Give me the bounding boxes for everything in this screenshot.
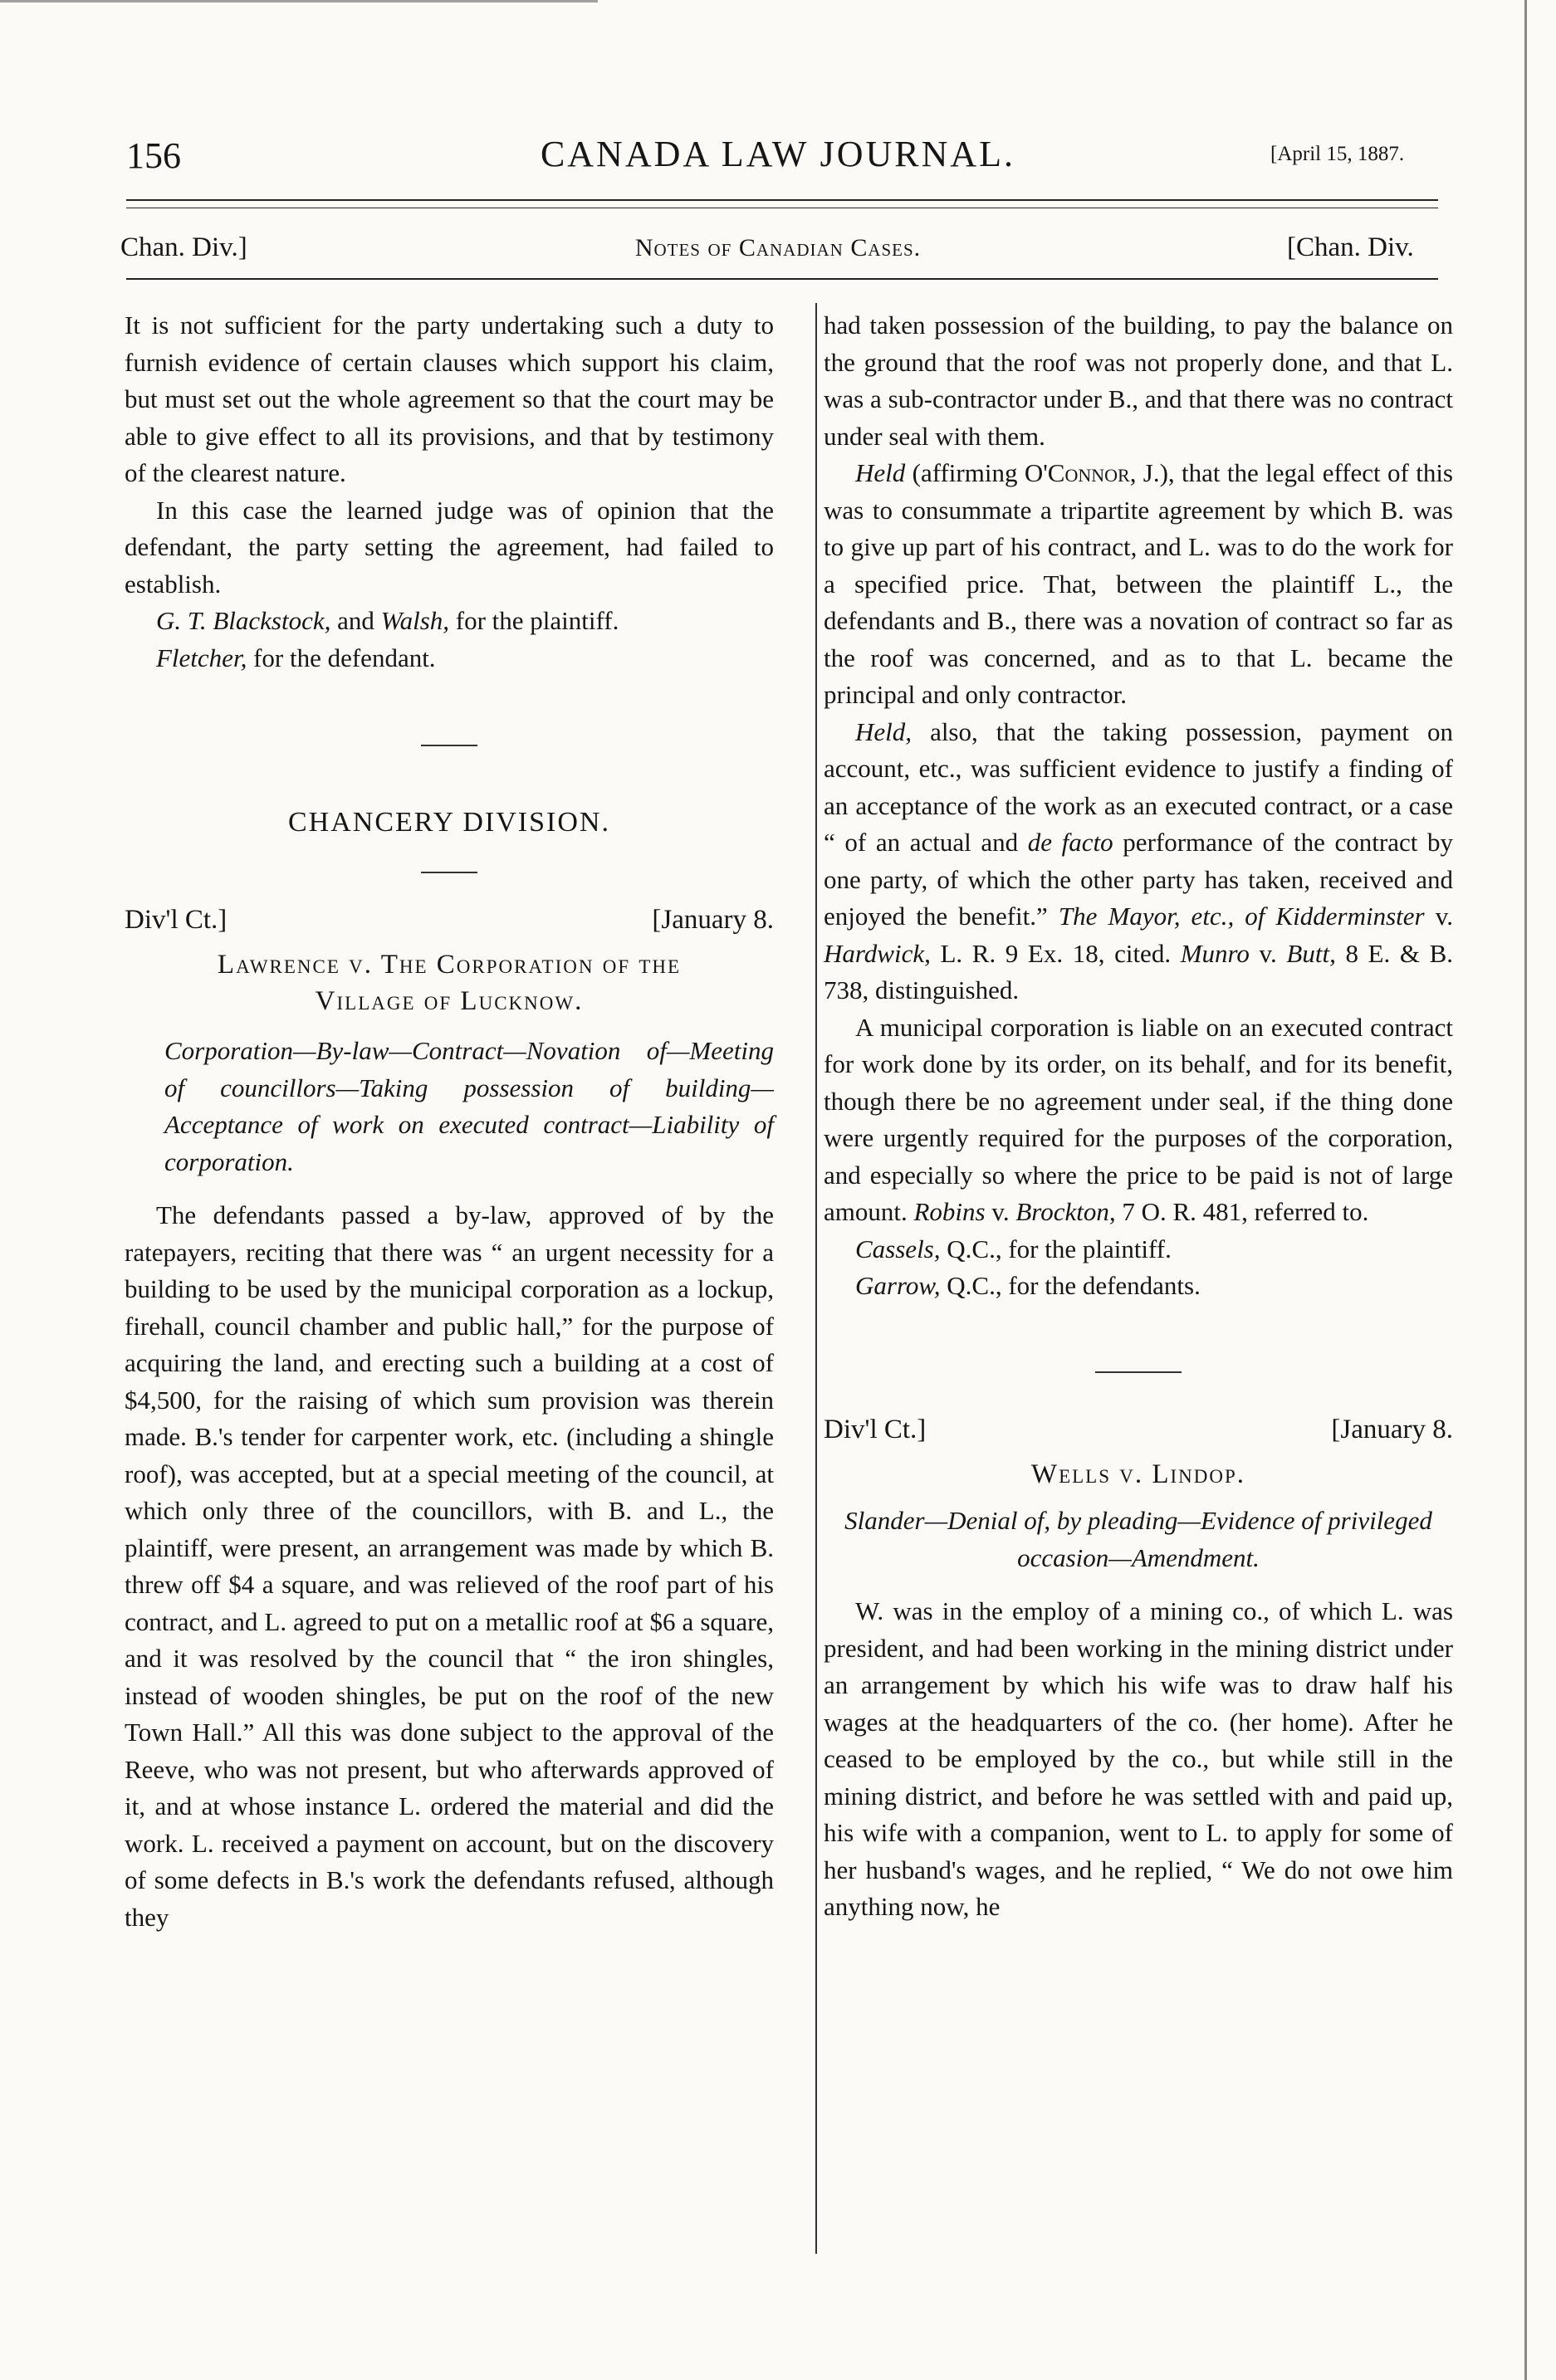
counsel-name: Walsh, <box>380 606 450 635</box>
case-title: Lawrence v. The Corporation of the Village of Lucknow. <box>217 950 682 1016</box>
paragraph-continued: It is not sufficient for the party undertaking such a duty to furnish evidence of certain clauses which support his claim, but must set out the whole agreement so that the court may be able to give effect to all its provisions, and that by testimony of the clearest nature. <box>125 310 774 487</box>
counsel-plaintiff: Cassels, Q.C., for the plaintiff. <box>855 1234 1172 1263</box>
counsel-name: Cassels, <box>855 1234 941 1263</box>
running-head-right: [Chan. Div. <box>1287 232 1414 262</box>
case-citation: Butt, <box>1286 938 1336 968</box>
running-head-left: Chan. Div.] <box>120 232 247 262</box>
issue-date: [April 15, 1887. <box>1270 143 1405 165</box>
counsel-name: G. T. Blackstock, <box>156 606 331 635</box>
case-title: Wells v. Lindop. <box>1030 1459 1246 1489</box>
holding-second: Held, also, that the taking possession, payment on account, etc., was sufficient evidence to justify a finding of an acceptance of the work as an executed contract, or a case “ of an actual and de facto performance of the contract by one party, of which the other party has taken, received and enjoyed the benefit.” The Mayor, etc., of Kidderminster v. Hardwick, L. R. 9 Ex. 18, cited. Munro v. Butt, 8 E. & B. 738, distinguished. <box>824 716 1453 1004</box>
case-body: The defendants passed a by-law, approved of by the ratepayers, reciting that there was “ an urgent necessity for a building to be used by the municipal corporation as a lockup, firehall, council chamber and public hall,” for the purpose of acquiring the land, and erecting such a building at a cost of $4,500, for the raising of which sum provision was therein made. B.'s tender for carpenter work, etc. (including a shingle roof), was accepted, but at a special meeting of the council, at which only three of the councillors, with B. and L., the plaintiff, were present, an arrangement was made by which B. threw off $4 a square, and was relieved of the roof part of his contract, and L. agreed to put on a metallic roof at $6 a square, and it was resolved by the council that “ the iron shingles, instead of wooden shingles, be put on the roof of the new Town Hall.” All this was done subject to the approval of the Reeve, who was not present, but who afterwards approved of it, and at whose instance L. ordered the material and did the work. L. received a payment on account, but on the discovery of some defects in B.'s work the defendants refused, although they <box>125 1200 774 1932</box>
paragraph-opinion: In this case the learned judge was of opinion that the defendant, the party setting the agreement, had failed to establish. <box>125 495 774 599</box>
paragraph-continued: had taken possession of the building, to pay the balance on the ground that the roof was not properly done, and that L. was a sub-contractor under B., and that there was no contract under seal with them. <box>824 310 1453 451</box>
counsel-defendant: Fletcher, for the defendant. <box>156 643 436 672</box>
page-number: 156 <box>126 135 181 176</box>
column-divider <box>815 303 817 2254</box>
judge-name: O'Connor <box>1024 458 1130 487</box>
counsel-defendant: Garrow, Q.C., for the defendants. <box>855 1271 1201 1300</box>
court-line <box>125 902 774 939</box>
case-body: W. was in the employ of a mining co., of which L. was president, and had been working in the mining district under an arrangement by which his wife was to draw half his wages at the headquarters of the co. (her home). After he ceased to be employed by the co., but while still in the mining district, and before he was settled with and paid up, his wife with a companion, went to L. to apply for some of her husband's wages, and he replied, “ We do not owe him anything now, he <box>824 1596 1453 1921</box>
case-citation: The Mayor, etc., of Kidderminster <box>1058 902 1425 931</box>
division-heading: CHANCERY DIVISION. <box>288 807 610 838</box>
court-name: Div'l Ct.] <box>125 904 228 935</box>
case-citation: Hardwick, <box>824 938 931 968</box>
running-head-center: Notes of Canadian Cases. <box>634 234 922 261</box>
journal-title: CANADA LAW JOURNAL. <box>540 134 1016 174</box>
court-line <box>824 1411 1453 1449</box>
court-date: [January 8. <box>1331 1414 1453 1444</box>
header-rule-top <box>126 199 1438 201</box>
page-edge-right <box>1524 0 1527 2380</box>
running-head-rule <box>126 278 1438 280</box>
paragraph-liability: A municipal corporation is liable on an executed contract for work done by its order, on its behalf, and for its benefit, though there be no agreement under seal, if the thing done were urgently required for the purposes of the corporation, and especially so where the price to be paid is not of large amount. Robins v. Brockton, 7 O. R. 481, referred to. <box>824 1012 1453 1226</box>
case-citation: Munro <box>1180 938 1250 968</box>
page-edge-top <box>0 0 598 2</box>
court-date: [January 8. <box>652 904 774 935</box>
right-column <box>824 307 1453 1926</box>
case-citation: Robins <box>913 1197 986 1226</box>
case-headnote: Slander—Denial of, by pleading—Evidence of privileged occasion—Amendment. <box>844 1506 1432 1572</box>
counsel-plaintiff: G. T. Blackstock, and Walsh, for the plaintiff. <box>156 606 619 635</box>
counsel-name: Garrow, <box>855 1271 941 1300</box>
left-column <box>125 307 774 1936</box>
case-headnote: Corporation—By-law—Contract—Novation of—Meeting of councillors—Taking possession of building—Acceptance of work on executed contract—Liability of corporation. <box>164 1036 774 1176</box>
holding-first: Held (affirming O'Connor, J.), that the legal effect of this was to consummate a tripartite agreement by which B. was to give up part of his contract, and L. was to do the work for a specified price. That, between the plaintiff L., the defendants and B., there was a novation of contract so far as the roof was concerned, and as to that L. became the principal and only contractor. <box>824 458 1453 709</box>
court-name: Div'l Ct.] <box>824 1414 927 1444</box>
case-citation: Brockton, <box>1015 1197 1116 1226</box>
counsel-name: Fletcher, <box>156 643 247 672</box>
